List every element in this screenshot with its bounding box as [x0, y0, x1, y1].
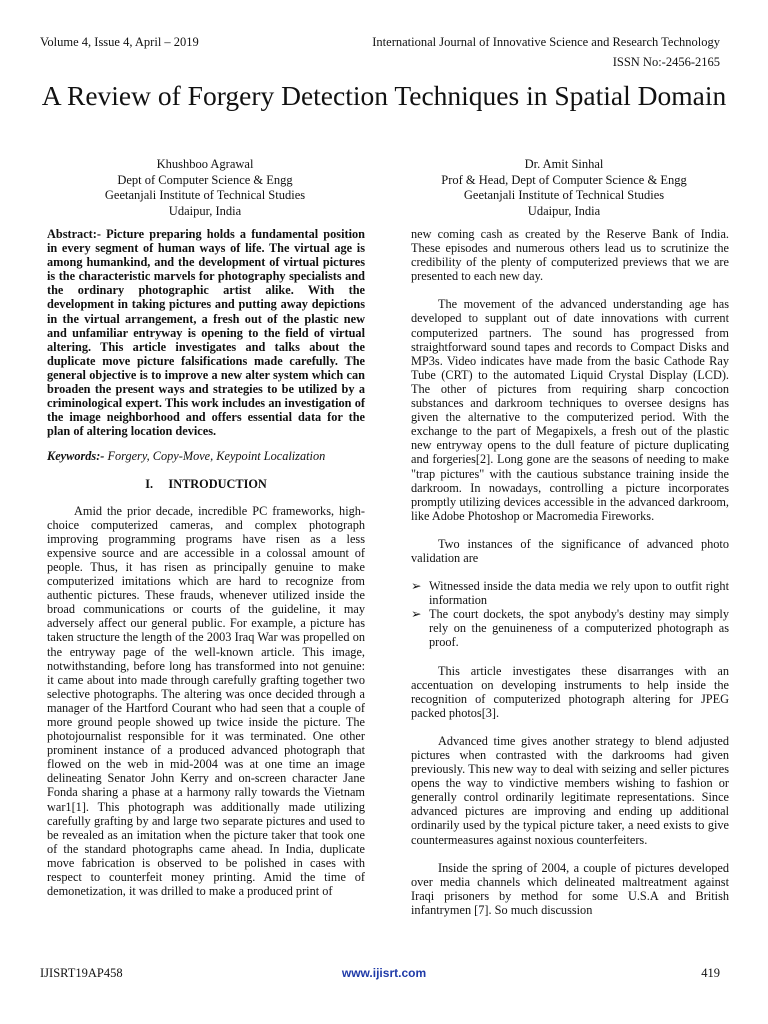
author-institute: Geetanjali Institute of Technical Studies: [463, 188, 665, 202]
paper-title: A Review of Forgery Detection Techniques in Spatial Domain: [41, 80, 727, 111]
section-heading: I. INTRODUCTION: [145, 476, 267, 491]
header-left: Volume 4, Issue 4, April – 2019: [40, 35, 199, 49]
author-block-2: [399, 157, 729, 219]
list-item-text: The court dockets, the spot anybody's destiny may simply rely on the genuineness of a computerized photograph as proof.: [429, 607, 729, 650]
footer-left: IJISRT19AP458: [40, 966, 123, 980]
author-dept: Dept of Computer Science & Engg: [117, 172, 293, 187]
footer-website-link[interactable]: www.ijisrt.com: [341, 966, 427, 980]
list-item: [411, 579, 729, 607]
keywords-label: Keywords:-: [47, 449, 105, 464]
author-institute: Geetanjali Institute of Technical Studies: [104, 188, 306, 202]
keywords: [47, 449, 365, 463]
header-right: International Journal of Innovative Science and Research Technology: [372, 35, 720, 49]
bullet-list: [411, 579, 729, 649]
abstract: Abstract:- Picture preparing holds a fundamental position in every segment of human ways of life. The virtual age is among humankind, and the development of virtual pictures is the characteristic marvels for photography specialists and the ordinary photographic artist alike. With the development in taking pictures and putting away depictions in the virtual arrangement, a fresh out of the plastic new and unfamiliar entryway is opening to the field of virtual altering. This article investigates and talks about the duplicate move picture falsifications made carefully. The general objective is to improve a new alter system which can broaden the present ways and strategies to be utilized by a criminological expert. This work includes an investigation of the image neighborhood and offers essential data for the plan of altering location devices.: [47, 227, 365, 439]
keywords-text: Forgery, Copy-Move, Keypoint Localization: [104, 449, 326, 464]
left-column: [47, 227, 365, 898]
arrow-bullet-icon: ➢: [411, 579, 422, 594]
author-city: Udaipur, India: [527, 203, 601, 218]
author-city: Udaipur, India: [168, 203, 242, 218]
right-column: [411, 227, 729, 917]
author-dept: Prof & Head, Dept of Computer Science & Engg: [441, 172, 687, 187]
page-number: 419: [701, 966, 720, 980]
author-block-1: [40, 157, 370, 219]
list-item: [411, 607, 729, 649]
paragraph: Advanced time gives another strategy to blend adjusted pictures when contrasted with the darkrooms had given previously. This new way to deal with seizing and seller pictures opens the way to vindictive members wishing to fashion or generally control ordinarily legitimate representations. Since advanced pictures are improving and ending up additional ordinarily used by the typical picture taker, a need exists to give countermeasures against noxious counterfeiters.: [411, 733, 729, 847]
paragraph: This article investigates these disarranges with an accentuation on developing instruments to help inside the recognition of computerized photograph altering for JPEG packed photos[3].: [411, 663, 729, 720]
paragraph: new coming cash as created by the Reserve Bank of India. These episodes and numerous others lead us to scrutinize the credibility of the plenty of computerized previews that we are presented to each new day.: [411, 227, 729, 284]
author-name: Khushboo Agrawal: [156, 157, 254, 171]
author-name: Dr. Amit Sinhal: [524, 157, 604, 171]
paragraph: Amid the prior decade, incredible PC frameworks, high-choice computerized cameras, and complex photograph improving programming programs have risen as a less expensive source and are accessible in a colossal amount of people. Thus, it has risen as principally genuine to make computerized imitations which are hard to recognize from authentic pictures. These frauds, whenever utilized inside the broad communications or courts of the guideline, it may adversely affect our general public. For example, a picture has taken structure the length of the 2003 Iraq War was propelled on the entryway page of the well-known article. This image, notwithstanding, before long has transformed into not genuine: it came about into made through carefully grafting together two selective photographs. The altering was once decided through a manager of the Hartford Courant who had seen that a couple of more ground people showed up twice inside the picture. The photojournalist responsible for it was terminated. One other prominent instance of a produced advanced photograph that flowed on the web in mid-2004 was at one time an image delineating Senator John Kerry and on-screen character Jane Fonda sharing a phase at a harmony rally towards the Vietnam war1[1]. This photograph was additionally made utilizing carefully grafting by and large two separate pictures and used to be revealed as an imitation when the picture taker that took one of the standard photographs came ahead. In India, duplicate move fabrication is observed to be polished in cases with respect to counterfeit money printing. Amid the time of demonetization, it was drilled to make a produced print of: [47, 503, 365, 899]
issn: ISSN No:-2456-2165: [612, 55, 720, 69]
paragraph: The movement of the advanced understanding age has developed to supplant out of date innovations with current computerized partners. The sound has progressed from straightforward sound tapes and records to Compact Disks and MP3s. Video indicates have made from the basic Cathode Ray Tube (CRT) to the automated Liquid Crystal Display (LCD). The other of pictures from requiring sharp concoction substances and darkroom techniques to oversee designs has given the alternative to the computerized period. With the exchange to the part of Megapixels, a fresh out of the plastic new entryway opens to the dull feature of picture duplicating and forgeries[2]. Long gone are the seasons of needing to make "trap pictures" with the cautious substance training inside the darkroom. In nowadays, controlling a picture incorporates promptly utilizing devices accessible in the advanced darkroom, like Adobe Photoshop or Macromedia Fireworks.: [411, 297, 729, 523]
paragraph: Two instances of the significance of advanced photo validation are: [411, 536, 729, 565]
arrow-bullet-icon: ➢: [411, 607, 422, 622]
list-item-text: Witnessed inside the data media we rely upon to outfit right information: [429, 579, 729, 608]
paragraph: Inside the spring of 2004, a couple of pictures developed over media channels which delineated maltreatment against Iraqi prisoners by method for some U.S.A and British infantrymen [7]. So much discussion: [411, 860, 729, 917]
